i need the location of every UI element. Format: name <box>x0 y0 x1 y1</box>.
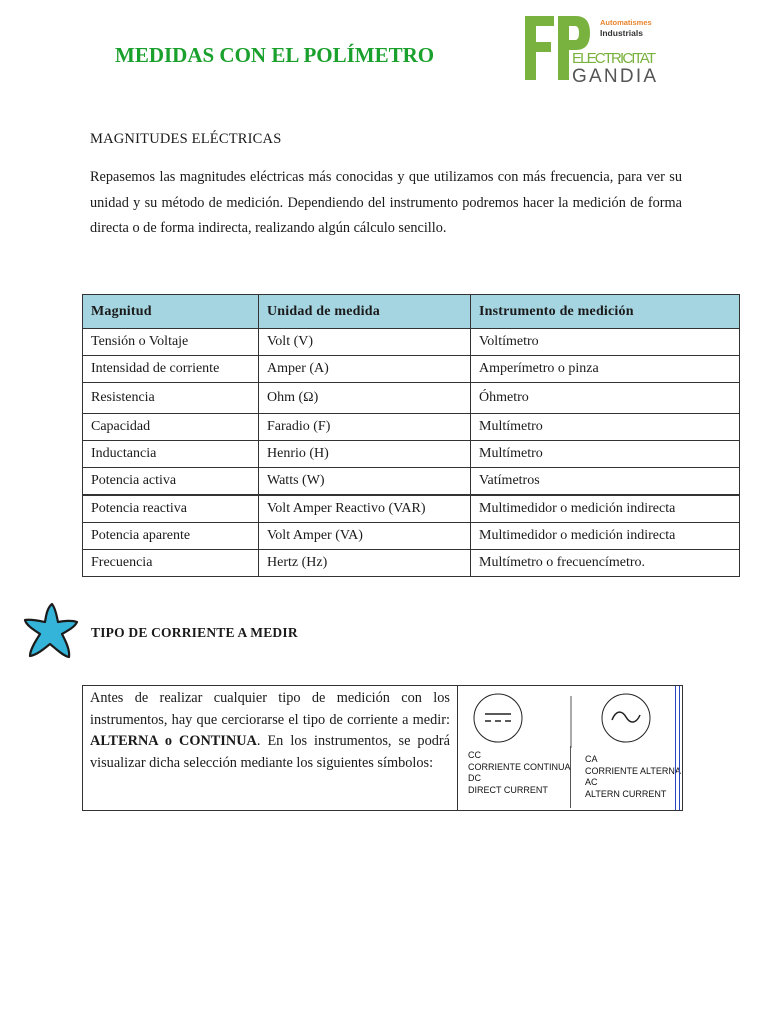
column-header: Unidad de medida <box>259 295 471 329</box>
instrument-cell: Multímetro <box>471 441 740 468</box>
dc-label-line: CORRIENTE CONTINUA <box>468 761 571 772</box>
instrument-cell: Óhmetro <box>471 383 740 414</box>
dc-label-line: DIRECT CURRENT <box>468 784 548 795</box>
ac-label-line: CORRIENTE ALTERNA <box>585 765 681 776</box>
magnitude-cell: Inductancia <box>83 441 259 468</box>
current-symbols <box>461 688 681 808</box>
instrument-cell: Voltímetro <box>471 329 740 356</box>
intro-paragraph: Repasemos las magnitudes eléctricas más conocidas y que utilizamos con más frecuencia, para ver su unidad y su método de medición. Dependiendo del instrumento podremos hacer la medición de forma directa o de forma indirecta, realizando algún cálculo sencillo. <box>90 169 682 236</box>
section-heading-current-type: TIPO DE CORRIENTE A MEDIR <box>91 625 298 640</box>
magnitude-cell: Tensión o Voltaje <box>83 329 259 356</box>
instrument-cell: Vatímetros <box>471 468 740 496</box>
unit-cell: Amper (A) <box>259 356 471 383</box>
unit-cell: Faradio (F) <box>259 414 471 441</box>
table-row <box>83 414 740 441</box>
magnitude-cell: Capacidad <box>83 414 259 441</box>
logo-text-gandia: GANDIA <box>572 66 656 86</box>
table-row <box>83 383 740 414</box>
unit-cell: Watts (W) <box>259 468 471 496</box>
logo-text-electricitat: ELECTRICITAT <box>572 50 656 67</box>
unit-cell: Ohm (Ω) <box>259 383 471 414</box>
ac-label-line: AC <box>585 777 598 787</box>
unit-cell: Volt Amper Reactivo (VAR) <box>259 495 471 523</box>
column-header: Magnitud <box>83 295 259 329</box>
magnitude-cell: Resistencia <box>83 383 259 414</box>
current-type-paragraph <box>90 688 450 774</box>
magnitude-cell: Intensidad de corriente <box>83 356 259 383</box>
instrument-cell: Multimedidor o medición indirecta <box>471 523 740 550</box>
table-header-row <box>83 295 740 329</box>
section-heading-magnitudes: MAGNITUDES ELÉCTRICAS <box>90 131 282 147</box>
table-row <box>83 523 740 550</box>
table-row <box>83 550 740 577</box>
dc-symbol-icon <box>474 694 522 742</box>
ac-label <box>585 754 681 800</box>
logo-text-industrials: Industrials <box>600 28 643 38</box>
table-row <box>83 356 740 383</box>
fp-logo <box>522 14 662 86</box>
unit-cell: Henrio (H) <box>259 441 471 468</box>
instrument-cell: Multimedidor o medición indirecta <box>471 495 740 523</box>
instrument-cell: Multímetro <box>471 414 740 441</box>
magnitudes-table <box>82 294 740 577</box>
table-row <box>83 329 740 356</box>
page-title: MEDIDAS CON EL POLÍMETRO <box>115 43 435 67</box>
unit-cell: Hertz (Hz) <box>259 550 471 577</box>
paragraph-text: . En los instrumentos, se podrá visualizar dicha selección mediante los siguientes símbolos: <box>90 733 450 771</box>
box-right-rule <box>675 686 676 810</box>
ac-label-line: ALTERN CURRENT <box>585 788 667 799</box>
table-row <box>83 441 740 468</box>
magnitude-cell: Potencia reactiva <box>83 495 259 523</box>
table-row <box>83 468 740 496</box>
table-row <box>83 495 740 523</box>
instrument-cell: Amperímetro o pinza <box>471 356 740 383</box>
unit-cell: Volt Amper (VA) <box>259 523 471 550</box>
instrument-cell: Multímetro o frecuencímetro. <box>471 550 740 577</box>
box-right-rule <box>679 686 680 810</box>
dc-label-line: DC <box>468 773 481 783</box>
dc-label-line: CC <box>468 750 481 760</box>
dc-label <box>468 750 571 796</box>
magnitude-cell: Potencia aparente <box>83 523 259 550</box>
ac-symbol-icon <box>602 694 650 742</box>
paragraph-emphasis: ALTERNA o CONTINUA <box>90 733 257 749</box>
star-icon <box>22 601 80 661</box>
fp-logo-graphic <box>522 14 662 86</box>
magnitude-cell: Frecuencia <box>83 550 259 577</box>
logo-text-automatismes: Automatismes <box>600 18 652 27</box>
magnitude-cell: Potencia activa <box>83 468 259 496</box>
unit-cell: Volt (V) <box>259 329 471 356</box>
ac-label-line: CA <box>585 754 598 764</box>
box-divider <box>457 686 458 810</box>
paragraph-text: Antes de realizar cualquier tipo de medición con los instrumentos, hay que cerciorarse el tipo de corriente a medir: <box>90 690 450 728</box>
column-header: Instrumento de medición <box>471 295 740 329</box>
current-type-box <box>82 685 683 811</box>
